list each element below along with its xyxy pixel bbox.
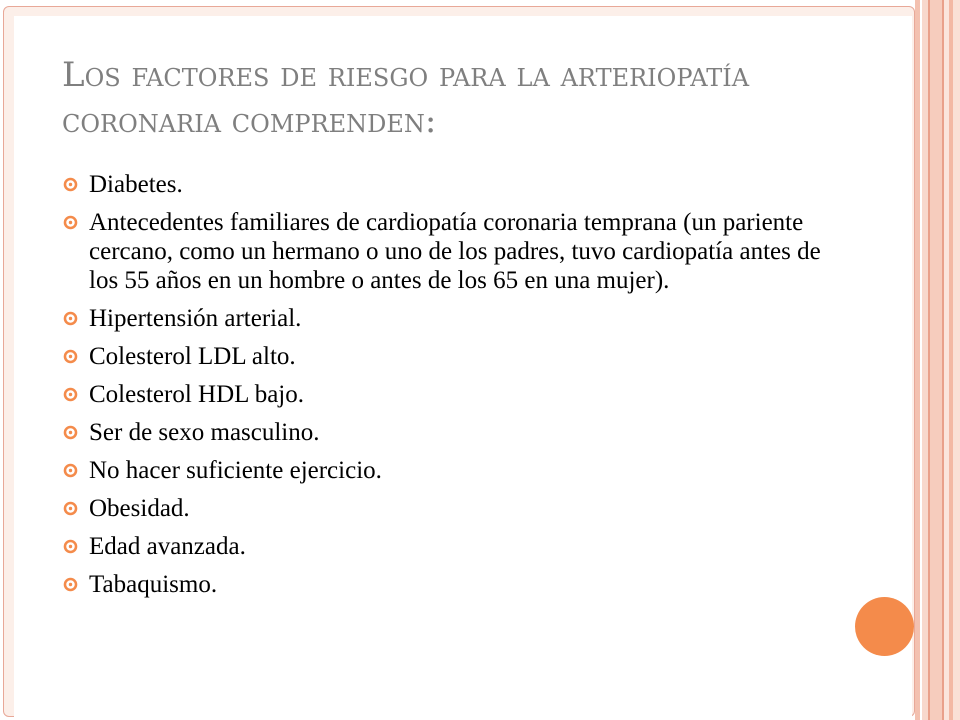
- list-item: [62, 570, 822, 599]
- orange-ring-bullet-icon: [62, 214, 79, 231]
- decorative-stripe: [930, 0, 942, 720]
- list-item: [62, 304, 822, 333]
- bullet-text: Obesidad.: [89, 495, 190, 522]
- orange-ring-bullet-icon: [62, 310, 79, 327]
- bullet-text: Colesterol HDL bajo.: [89, 381, 305, 408]
- list-item: [62, 494, 822, 523]
- bullet-text: Hipertensión arterial.: [89, 305, 302, 332]
- decorative-orange-circle: [855, 597, 914, 656]
- bullet-text: Ser de sexo masculino.: [89, 419, 320, 446]
- bullet-list: [62, 170, 822, 608]
- bullet-text: Diabetes.: [89, 171, 183, 198]
- list-item: [62, 418, 822, 447]
- orange-ring-bullet-icon: [62, 576, 79, 593]
- slide-title: Los factores de riesgo para la arteriopatía coronaria comprenden:: [62, 55, 750, 141]
- orange-ring-bullet-icon: [62, 348, 79, 365]
- bullet-text: Antecedentes familiares de cardiopatía coronaria temprana (un pariente cercano, como un hermano o uno de los padres, tuvo cardiopatía antes de los 55 años en un hombre o antes de los 65 en una mujer).: [89, 209, 821, 294]
- list-item: [62, 532, 822, 561]
- orange-ring-bullet-icon: [62, 176, 79, 193]
- bullet-text: No hacer suficiente ejercicio.: [89, 457, 382, 484]
- list-item: [62, 456, 822, 485]
- bullet-text: Colesterol LDL alto.: [89, 343, 296, 370]
- list-item: [62, 342, 822, 371]
- orange-ring-bullet-icon: [62, 462, 79, 479]
- bullet-text: Edad avanzada.: [89, 533, 246, 560]
- list-item: [62, 380, 822, 409]
- orange-ring-bullet-icon: [62, 538, 79, 555]
- orange-ring-bullet-icon: [62, 500, 79, 517]
- orange-ring-bullet-icon: [62, 386, 79, 403]
- decorative-stripe: [953, 0, 960, 720]
- list-item: [62, 170, 822, 199]
- list-item: [62, 208, 822, 295]
- orange-ring-bullet-icon: [62, 424, 79, 441]
- bullet-text: Tabaquismo.: [89, 571, 218, 598]
